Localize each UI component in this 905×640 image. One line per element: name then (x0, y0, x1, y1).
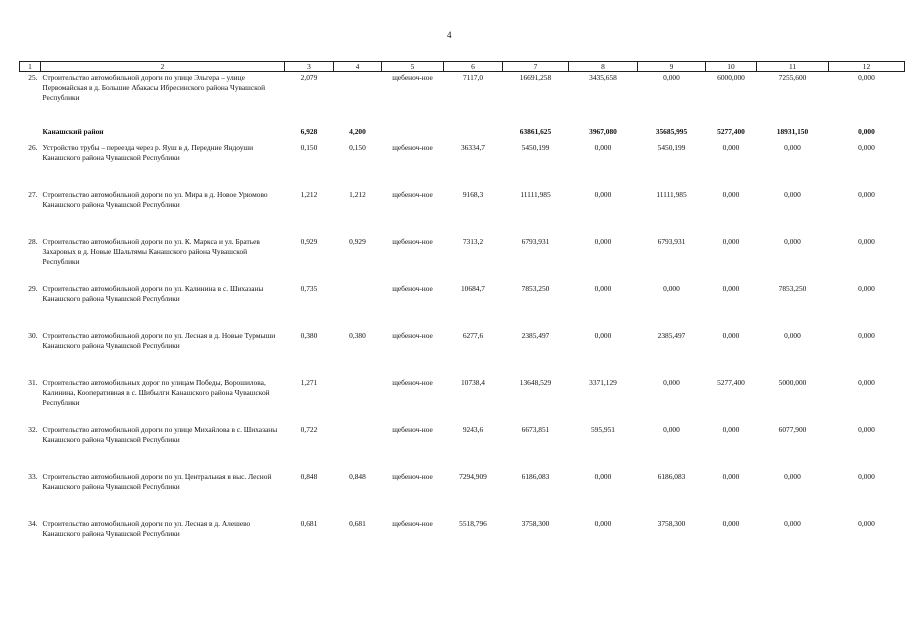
surface-type: щебеноч-ное (392, 472, 433, 481)
surface-type: щебеноч-ное (392, 73, 433, 82)
funding-col-12: 0,000 (858, 425, 875, 434)
surface-type: щебеноч-ное (392, 143, 433, 152)
object-name: Строительство автомобильной дороги по улице Эльгера – улице Первомайская в д. Большие Абакасы Ибресинского района Чувашской Республики (42, 73, 266, 102)
funding-col-10: 0,000 (722, 472, 740, 481)
row-index: 27. (28, 190, 38, 199)
table-body (20, 72, 905, 556)
funding-col-9: 0,000 (663, 73, 680, 82)
object-name: Строительство автомобильной дороги по ул. Центральная в выс. Лесной Канашского района Чувашской Республики (42, 472, 272, 491)
funding-col-8: 0,000 (594, 519, 612, 528)
surface-type: щебеноч-ное (392, 190, 433, 199)
funding-col-12: 0,000 (858, 284, 875, 293)
length-total: 0,848 (300, 472, 318, 481)
table-row (20, 143, 905, 190)
column-header-6: 6 (444, 62, 503, 72)
funding-col-11: 18931,150 (776, 127, 809, 136)
object-name: Строительство автомобильной дороги по ул. Калинина в с. Шихазаны Канашского района Чувашской Республики (42, 284, 264, 303)
length-built: 4,200 (349, 127, 366, 136)
table-row (20, 284, 905, 331)
column-header-2: 2 (41, 62, 285, 72)
funding-col-11: 7853,250 (778, 284, 807, 293)
funding-col-10: 0,000 (722, 425, 740, 434)
unit-cost: 10684,7 (460, 284, 486, 293)
unit-cost: 9243,6 (462, 425, 484, 434)
funding-col-8: 3435,658 (589, 73, 617, 82)
funding-col-10: 5277,400 (717, 378, 745, 387)
length-built: 0,929 (349, 237, 366, 246)
total-funding: 5450,199 (521, 143, 550, 152)
unit-cost: 6277,6 (462, 331, 484, 340)
length-total: 1,271 (300, 378, 318, 387)
object-name: Канашский район (42, 127, 104, 136)
funding-col-9: 0,000 (663, 378, 680, 387)
table-row (20, 331, 905, 378)
funding-col-9: 35685,995 (655, 127, 688, 136)
funding-col-11: 0,000 (784, 190, 801, 199)
funding-col-8: 0,000 (594, 143, 612, 152)
length-total: 0,735 (300, 284, 318, 293)
funding-col-10: 0,000 (722, 190, 740, 199)
surface-type: щебеноч-ное (392, 378, 433, 387)
funding-col-10: 0,000 (722, 143, 740, 152)
length-total: 0,929 (300, 237, 318, 246)
surface-type: щебеноч-ное (392, 237, 433, 246)
row-index: 28. (28, 237, 38, 246)
row-index (20, 111, 41, 143)
funding-col-10: 6000,000 (717, 73, 745, 82)
funding-col-9: 11111,985 (656, 190, 687, 199)
table-row (20, 425, 905, 472)
funding-col-10: 0,000 (722, 331, 740, 340)
total-funding: 63861,625 (519, 127, 552, 136)
funding-col-9: 6186,083 (657, 472, 686, 481)
funding-col-11: 0,000 (784, 143, 801, 152)
length-built (334, 425, 382, 472)
funding-col-9: 6793,931 (657, 237, 686, 246)
funding-col-12: 0,000 (858, 127, 875, 136)
funding-col-9: 0,000 (663, 425, 680, 434)
column-number-header (20, 62, 905, 72)
unit-cost: 7294,909 (459, 472, 487, 481)
column-header-5: 5 (382, 62, 444, 72)
funding-col-10: 5277,400 (717, 127, 745, 136)
funding-col-12: 0,000 (858, 237, 875, 246)
row-index: 25. (28, 73, 38, 82)
row-index: 30. (28, 331, 38, 340)
column-header-3: 3 (285, 62, 334, 72)
funding-col-9: 3758,300 (657, 519, 686, 528)
funding-col-9: 5450,199 (657, 143, 686, 152)
funding-col-10: 0,000 (722, 237, 740, 246)
funding-col-12: 0,000 (858, 472, 875, 481)
total-funding: 6186,083 (521, 472, 550, 481)
funding-col-12: 0,000 (858, 190, 875, 199)
length-built: 0,380 (349, 331, 366, 340)
funding-col-11: 0,000 (784, 237, 801, 246)
length-built: 1,212 (349, 190, 366, 199)
total-funding: 2385,497 (521, 331, 550, 340)
length-total: 6,928 (300, 127, 318, 136)
row-index: 34. (28, 519, 38, 528)
total-funding: 7853,250 (521, 284, 550, 293)
row-index: 32. (28, 425, 38, 434)
funding-col-10: 0,000 (722, 519, 740, 528)
surface-type: щебеноч-ное (392, 519, 433, 528)
district-subtotal-row (20, 111, 905, 143)
length-total: 0,380 (300, 331, 318, 340)
funding-col-12: 0,000 (858, 519, 875, 528)
length-total: 0,150 (300, 143, 318, 152)
row-index: 31. (28, 378, 38, 387)
length-built: 0,150 (349, 143, 366, 152)
total-funding: 11111,985 (520, 190, 551, 199)
row-index: 26. (28, 143, 38, 152)
column-header-9: 9 (638, 62, 706, 72)
funding-col-12: 0,000 (858, 143, 875, 152)
length-built: 0,681 (349, 519, 366, 528)
funding-col-8: 3967,080 (589, 127, 617, 136)
length-built (334, 378, 382, 425)
object-name: Строительство автомобильной дороги по ул. Лесная в д. Алешево Канашского района Чувашской Республики (42, 519, 251, 538)
length-total: 0,722 (300, 425, 318, 434)
row-index: 29. (28, 284, 38, 293)
object-name: Строительство автомобильной дороги по ул. Лесная в д. Новые Турмыши Канашского района Чувашской Республики (42, 331, 276, 350)
page-number: 4 (447, 30, 452, 40)
surface-type: щебеноч-ное (392, 331, 433, 340)
unit-cost: 5518,796 (459, 519, 487, 528)
road-works-table (19, 61, 905, 555)
unit-cost: 36334,7 (460, 143, 486, 152)
object-name: Строительство автомобильных дорог по улицам Победы, Ворошилова, Калинина, Кооперативная в с. Шибылги Канашского района Чувашской Республики (42, 378, 270, 407)
unit-cost: 9168,3 (462, 190, 484, 199)
column-header-7: 7 (503, 62, 569, 72)
column-header-1: 1 (20, 62, 41, 72)
surface-type: щебеноч-ное (392, 425, 433, 434)
funding-col-11: 0,000 (784, 472, 801, 481)
object-name: Устройство трубы – переезда через р. Яуш в д. Передние Яндоуши Канашского района Чувашской Республики (42, 143, 254, 162)
funding-col-8: 0,000 (594, 472, 612, 481)
length-built: 0,848 (349, 472, 366, 481)
object-name: Строительство автомобильной дороги по улице Михайлова в с. Шихазаны Канашского района Чувашской Республики (42, 425, 278, 444)
funding-col-11: 7255,600 (778, 73, 807, 82)
object-name: Строительство автомобильной дороги по ул. Мира в д. Новое Урюмово Канашского района Чувашской Республики (42, 190, 268, 209)
funding-col-9: 2385,497 (657, 331, 686, 340)
total-funding: 16691,258 (519, 73, 552, 82)
surface-type: щебеноч-ное (392, 284, 433, 293)
table-row (20, 472, 905, 519)
table-row (20, 519, 905, 555)
column-header-12: 12 (829, 62, 905, 72)
total-funding: 3758,300 (521, 519, 550, 528)
unit-cost: 10738,4 (460, 378, 486, 387)
funding-col-8: 595,951 (590, 425, 616, 434)
table-row (20, 237, 905, 284)
unit-cost (444, 111, 503, 143)
funding-col-8: 3371,129 (589, 378, 617, 387)
unit-cost: 7313,2 (462, 237, 484, 246)
row-index: 33. (28, 472, 38, 481)
funding-col-11: 5000,000 (778, 378, 807, 387)
funding-col-12: 0,000 (858, 331, 875, 340)
funding-col-9: 0,000 (663, 284, 680, 293)
table-row (20, 72, 905, 112)
table-row (20, 378, 905, 425)
column-header-11: 11 (757, 62, 829, 72)
length-total: 0,681 (300, 519, 318, 528)
funding-col-11: 0,000 (784, 331, 801, 340)
funding-col-11: 6077,900 (778, 425, 807, 434)
object-name: Строительство автомобильной дороги по ул. К. Маркса и ул. Братьев Захаровых в д. Новые Шальтямы Канашского района Чувашской Республики (42, 237, 260, 266)
funding-col-8: 0,000 (594, 331, 612, 340)
funding-col-11: 0,000 (784, 519, 801, 528)
funding-col-10: 0,000 (722, 284, 740, 293)
surface-type (382, 111, 444, 143)
funding-col-8: 0,000 (594, 190, 612, 199)
length-total: 1,212 (300, 190, 318, 199)
length-total: 2,079 (300, 73, 318, 82)
funding-col-12: 0,000 (858, 73, 875, 82)
funding-col-8: 0,000 (594, 284, 612, 293)
length-built (334, 284, 382, 331)
total-funding: 6793,931 (521, 237, 550, 246)
total-funding: 6673,851 (521, 425, 550, 434)
table-row (20, 190, 905, 237)
column-header-10: 10 (706, 62, 757, 72)
funding-col-12: 0,000 (858, 378, 875, 387)
length-built (334, 72, 382, 112)
funding-col-8: 0,000 (594, 237, 612, 246)
column-header-8: 8 (569, 62, 638, 72)
total-funding: 13648,529 (519, 378, 552, 387)
unit-cost: 7117,0 (462, 73, 484, 82)
column-header-4: 4 (334, 62, 382, 72)
